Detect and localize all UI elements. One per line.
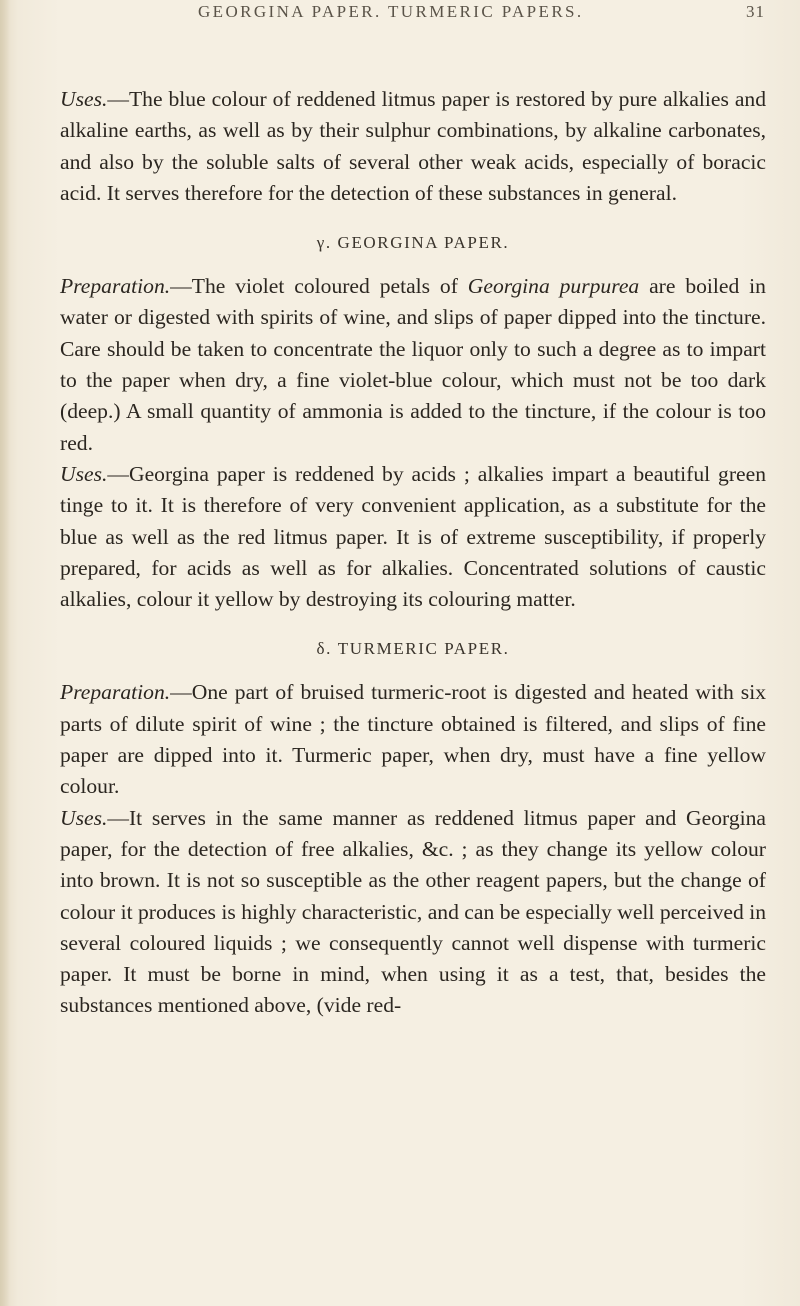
- page-number: 31: [746, 2, 765, 21]
- paragraph-beta-uses: [60, 84, 766, 209]
- section-heading-turmeric: δ. TURMERIC PAPER.: [316, 639, 510, 659]
- paragraph-turmeric-preparation: [60, 677, 766, 802]
- species-name: Georgina purpurea: [467, 274, 640, 299]
- paragraph-text: —The violet coloured petals of: [170, 274, 468, 299]
- paragraph-text: are boiled in water or digested with spirits of wine, and slips of paper dipped into the tincture. Care should be taken to concentrate the liquor only to such a degree as to impart to the paper when dry, a fine violet-blue colour, which must not be too dark (deep.) A small quantity of ammonia is added to the tincture, if the colour is too red.: [60, 274, 766, 455]
- paragraph-lead: Preparation.: [60, 680, 171, 705]
- paragraph-lead: Uses.: [60, 87, 108, 111]
- running-head: [60, 2, 765, 28]
- running-head-title: GEORGINA PAPER. TURMERIC PAPERS.: [198, 2, 584, 21]
- section-heading-georgina: γ. GEORGINA PAPER.: [316, 233, 510, 253]
- gutter-shadow: [0, 0, 10, 1306]
- paragraph-lead: Uses.: [60, 805, 108, 830]
- body-text: [60, 84, 766, 1022]
- paragraph-lead: Uses.: [60, 461, 108, 486]
- paragraph-text: —One part of bruised turmeric-root is digested and heated with six parts of dilute spirit of wine ; the tincture obtained is filtered, and slips of fine paper are dipped into it. Turmeric paper, when dry, must have a fine yellow colour.: [60, 680, 766, 799]
- paragraph-text: —Georgina paper is reddened by acids ; alkalies impart a beautiful green tinge to it. It is therefore of very convenient application, as a substitute for the blue as well as the red litmus paper. It is of extreme susceptibility, if properly prepared, for acids as well as for alkalies. Concentrated solutions of caustic alkalies, colour it yellow by destroying its colouring matter.: [60, 461, 766, 612]
- paragraph-georgina-uses: [60, 459, 766, 615]
- paragraph-text: —The blue colour of reddened litmus paper is restored by pure alkalies and alkaline earths, as well as by their sulphur combinations, by alkaline carbonates, and also by the soluble salts of several other weak acids, especially of boracic acid. It serves therefore for the detection of these substances in general.: [60, 87, 766, 205]
- paragraph-georgina-preparation: [60, 271, 766, 459]
- paragraph-text: —It serves in the same manner as reddened litmus paper and Georgina paper, for the detection of free alkalies, &c. ; as they change its yellow colour into brown. It is not so susceptible as the other reagent papers, but the change of colour it produces is highly characteristic, and can be especially well perceived in several coloured liquids ; we consequently cannot well dispense with turmeric paper. It must be borne in mind, when using it as a test, that, besides the substances mentioned above, (vide red-: [60, 805, 766, 1018]
- paragraph-turmeric-uses: [60, 803, 766, 1022]
- paragraph-lead: Preparation.: [60, 274, 171, 299]
